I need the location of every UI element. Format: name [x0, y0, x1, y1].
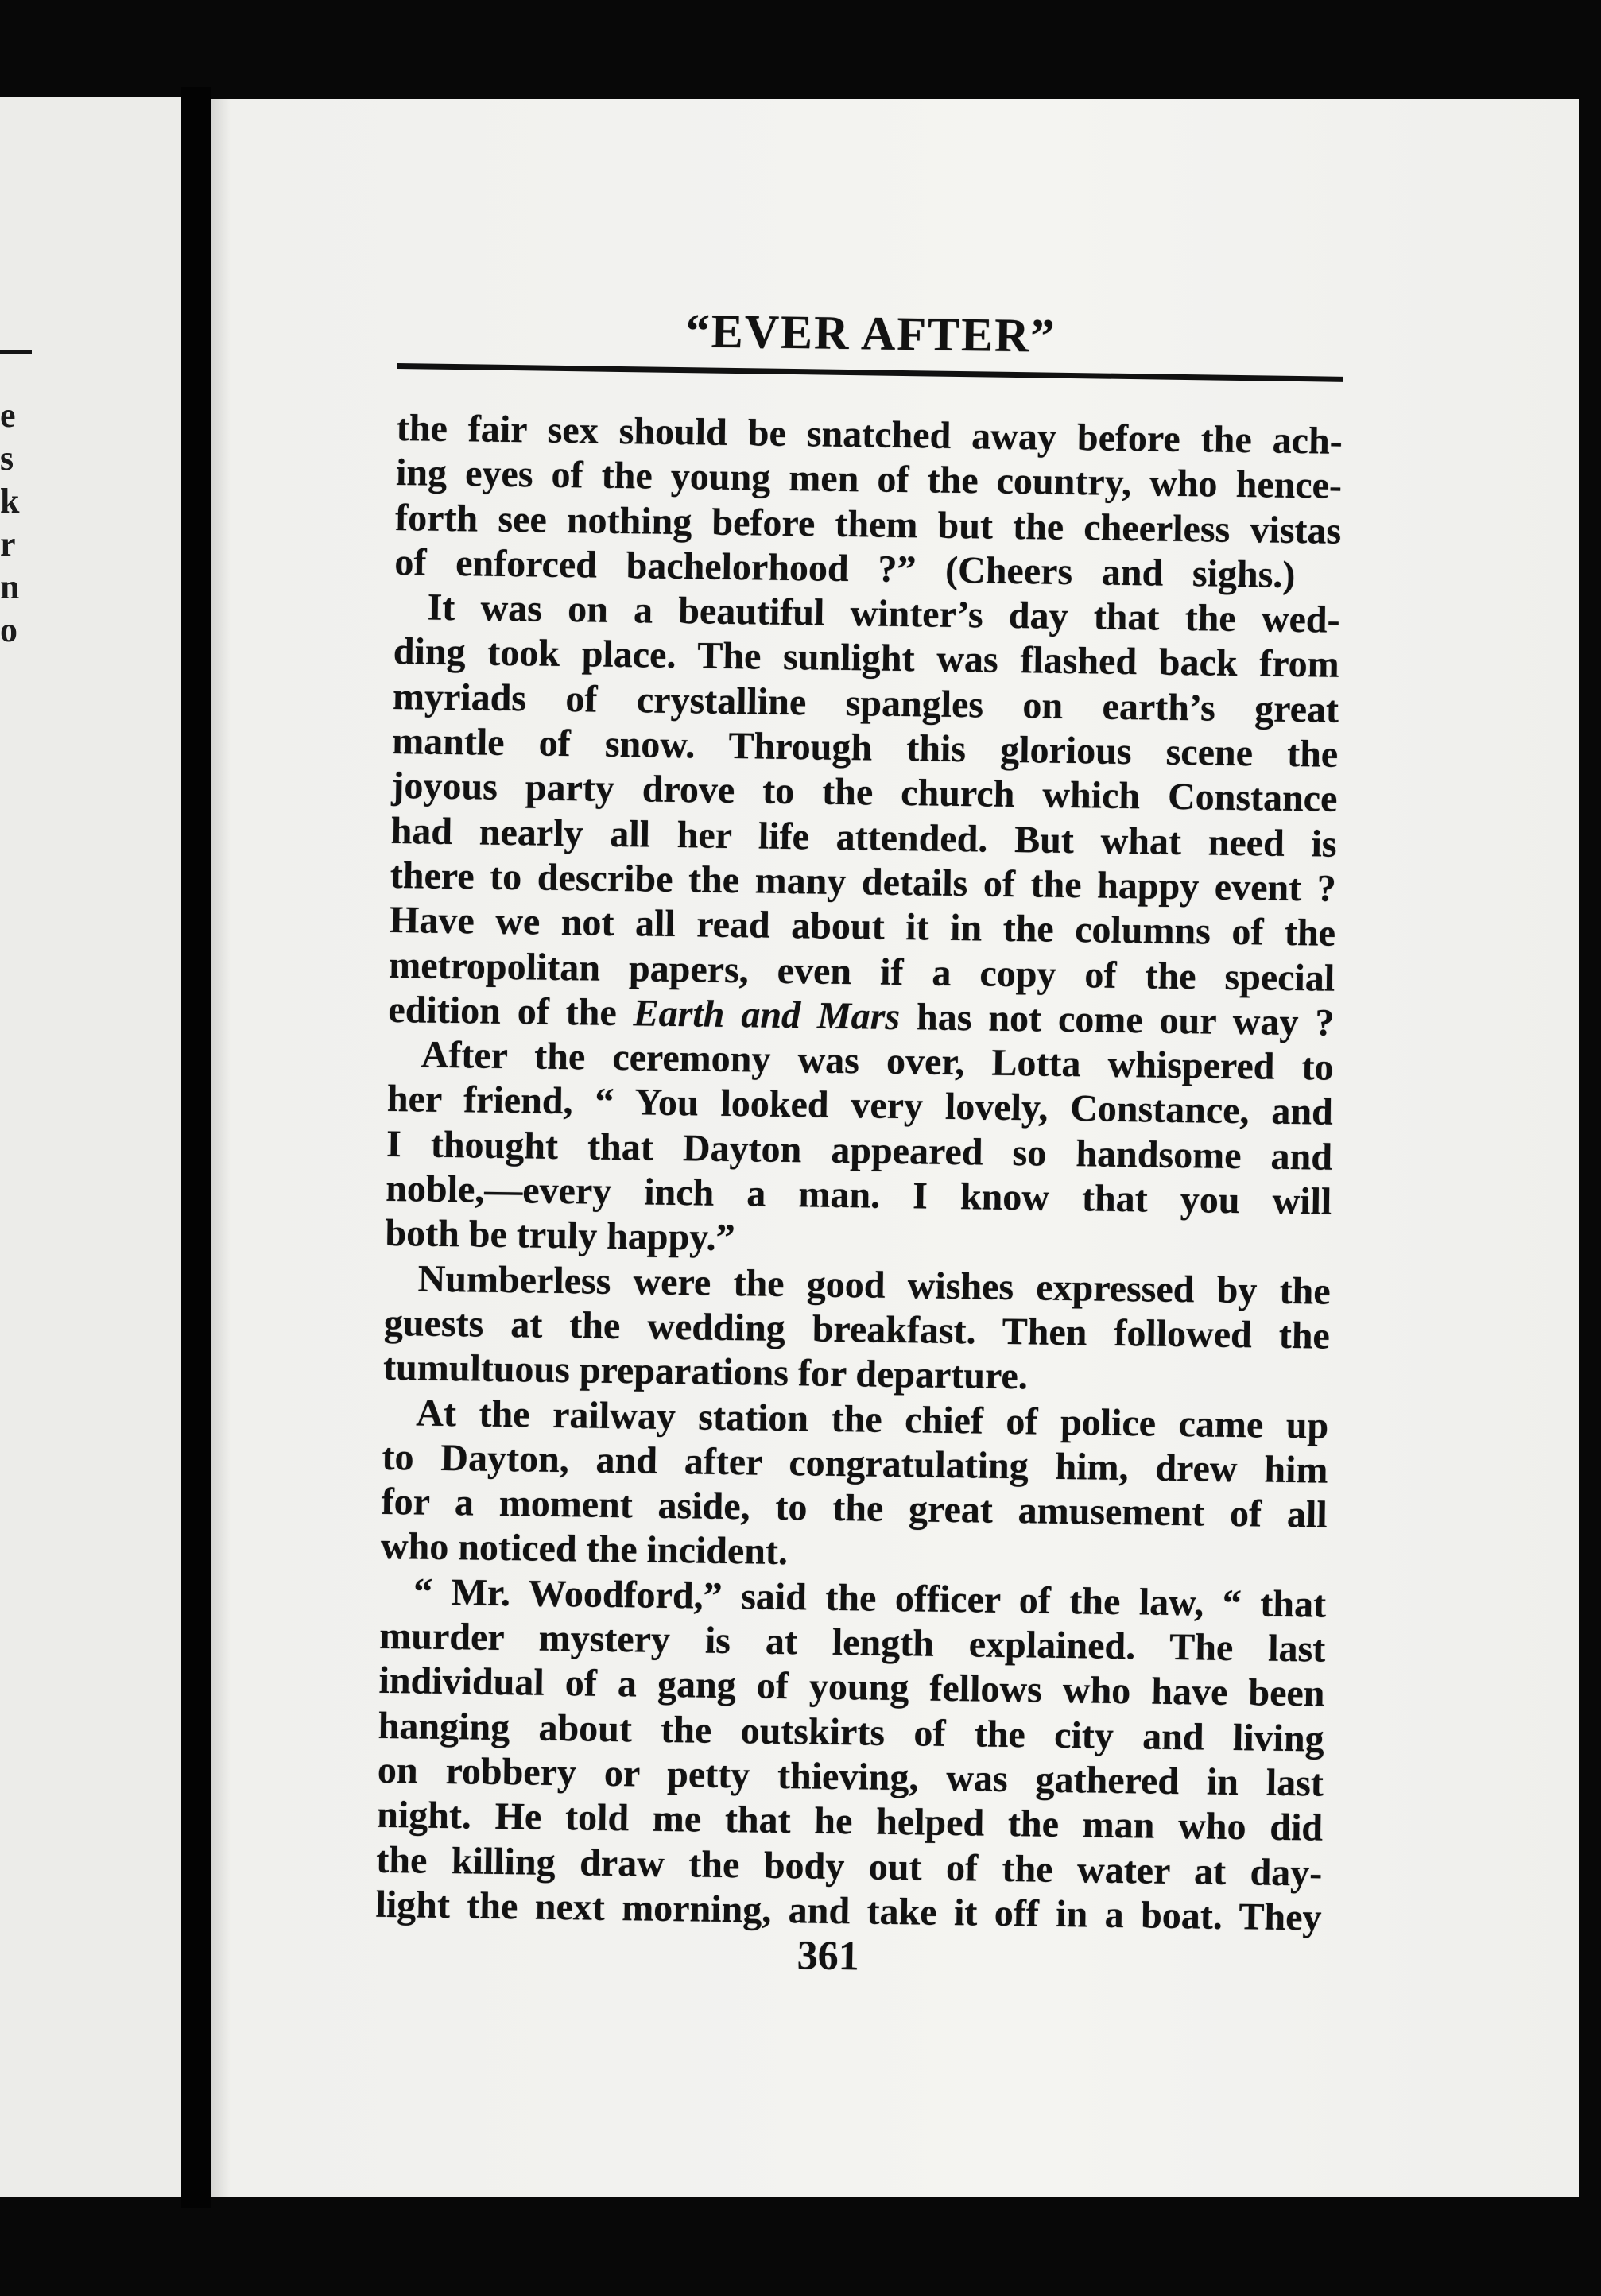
facing-page-line-end: n	[0, 567, 20, 606]
book-page	[211, 99, 1579, 2197]
text-line: mantle of snow. Through this glorious scene the	[391, 720, 1339, 776]
facing-page-line-ends	[0, 394, 19, 652]
text-line: the fair sex should be snatched away before the ach-	[396, 406, 1343, 463]
text-line: for a moment aside, to the great amusement of all	[381, 1480, 1328, 1536]
book-gutter	[181, 87, 211, 2208]
facing-page-strip	[0, 97, 181, 2197]
text-line: to Dayton, and after congratulating him, drew him	[382, 1435, 1328, 1492]
text-line: Numberless were the good wishes expressed by the	[417, 1257, 1331, 1313]
text-line: I thought that Dayton appeared so handsome and	[386, 1122, 1333, 1179]
facing-page-header-rule	[0, 350, 32, 354]
text-line: hanging about the outskirts of the city and living	[378, 1704, 1325, 1760]
text-line: on robbery or petty thieving, was gathered in last	[377, 1748, 1324, 1805]
italic-title: Earth and Mars	[633, 992, 901, 1038]
text-line: murder mystery is at length explained. The last	[378, 1614, 1326, 1671]
text-line: night. He told me that he helped the man who did	[376, 1794, 1324, 1849]
facing-page-line-end: r	[0, 525, 16, 563]
text-line: joyous party drove to the church which Constance	[391, 765, 1338, 821]
text-line: It was on a beautiful winter’s day that the wed-	[427, 586, 1340, 641]
text-segment: edition of the	[388, 988, 634, 1035]
text-line: individual of a gang of young fellows who have been	[378, 1659, 1325, 1715]
paragraph	[383, 1256, 1331, 1404]
running-head: “EVER AFTER”	[685, 304, 1056, 362]
text-line: the killing draw the body out of the water at day-	[376, 1838, 1323, 1895]
text-line: Have we not all read about it in the columns of the	[389, 899, 1336, 955]
page-number: 361	[797, 1933, 860, 1980]
paragraph	[381, 1390, 1329, 1582]
text-line: there to describe the many details of the happy event ?	[390, 854, 1337, 910]
text-line: guests at the wedding breakfast. Then followed the	[383, 1301, 1331, 1357]
paragraph	[375, 1570, 1326, 1941]
facing-page-line-end: e	[0, 396, 16, 435]
text-line: “ Mr. Woodford,” said the officer of the law, “ that	[413, 1570, 1327, 1626]
paragraph	[388, 585, 1340, 1046]
text-line: forth see nothing before them but the cheerless vistas	[394, 496, 1342, 552]
text-line: her friend, “ You looked very lovely, Constance, and	[386, 1078, 1334, 1134]
facing-page-line-end: s	[0, 439, 14, 478]
text-line: had nearly all her life attended. But what need is	[390, 809, 1337, 865]
text-line: myriads of crystalline spangles on earth’s great	[392, 675, 1339, 731]
text-line: At the railway station the chief of police came up	[415, 1391, 1329, 1447]
text-line: noble,—every inch a man. I know that you will	[385, 1167, 1332, 1223]
text-line: ing eyes of the young men of the country, who hence-	[395, 451, 1343, 508]
page-content	[374, 304, 1344, 1998]
text-line: tumultuous preparations for departure.	[382, 1346, 1029, 1398]
paragraph	[385, 1032, 1334, 1269]
paragraph	[394, 406, 1343, 598]
text-segment: has not come our way ?	[899, 995, 1335, 1044]
text-line: light the next morning, and take it off in a boat. They	[375, 1883, 1322, 1939]
text-line: both be truly happy.”	[385, 1212, 736, 1260]
text-line: ding took place. The sunlight was flashed back from	[393, 630, 1340, 687]
facing-page-line-end: k	[0, 482, 20, 521]
text-line: metropolitan papers, even if a copy of the special	[388, 943, 1335, 1000]
text-line: who noticed the incident.	[380, 1525, 789, 1574]
facing-page-line-end: o	[0, 610, 17, 649]
body-text	[375, 406, 1343, 1941]
text-line: After the ceremony was over, Lotta whispered to	[421, 1033, 1334, 1089]
header-rule	[397, 363, 1343, 382]
text-line: of enforced bachelorhood ?” (Cheers and sighs.)	[394, 540, 1296, 596]
